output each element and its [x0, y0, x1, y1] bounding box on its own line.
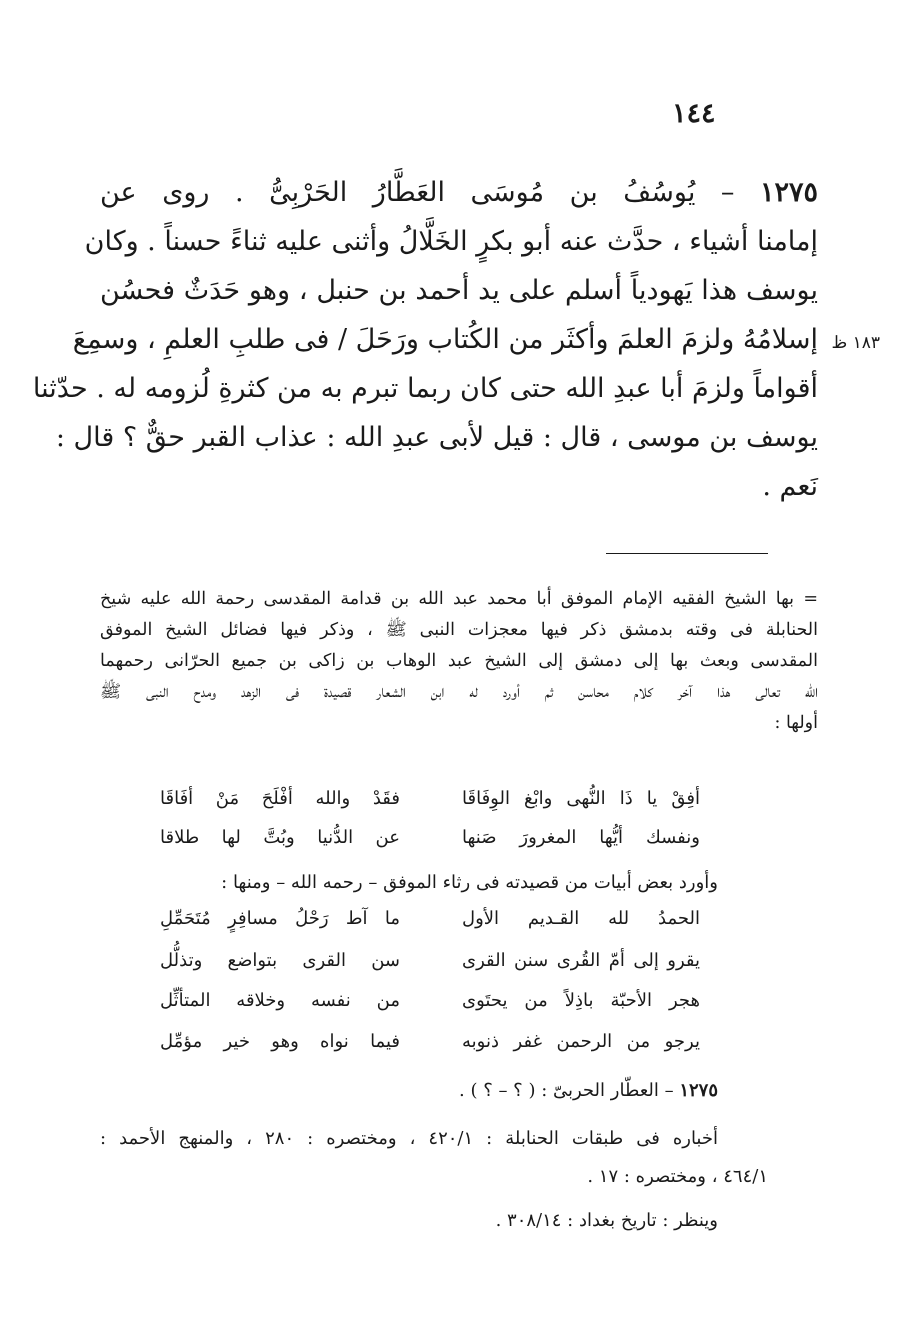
verse-2-second-hemistich: عن الدُّنيا وبُتَّ لها طلاقا	[160, 827, 400, 848]
verse-6	[160, 1031, 700, 1061]
manuscript-folio-note: ١٨٣ ظ	[831, 333, 880, 353]
footnote-line-5: أولها :	[774, 713, 818, 733]
entry-line-1	[100, 168, 818, 217]
verse-2-first-hemistich: ونفسك أيُّها المغرورَ صَنها	[462, 827, 700, 848]
entry-line-2: إمامنا أشياء ، حدَّث عنه أبو بكرٍ الخَلَّالُ وأثنى عليه ثناءً حسناً . وكان	[84, 226, 818, 257]
entry-line-6: يوسف بن موسى ، قال : قيل لأبى عبدِ الله : عذاب القبر حقٌّ ؟ قال :	[55, 422, 818, 453]
entry-line-5: أقواماً ولزمَ أبا عبدِ الله حتى كان ربما تبرم به من كثرةِ لُزومه له . حدّثنا	[32, 373, 818, 404]
verse-3-first-hemistich: الحمدُ لله القـديم الأول	[462, 908, 700, 929]
verse-1	[160, 788, 700, 818]
verse-4-second-hemistich: سن القرى بتواضع وتذلُّل	[160, 950, 400, 971]
sources-line-2: ٤٦٤/١ ، ومختصره : ١٧ .	[587, 1166, 768, 1187]
entry-line-4: إسلامُهُ ولزمَ العلمَ وأكثَر من الكُتاب ورَحَلَ / فى طلبِ العلمِ ، وسمِعَ	[72, 324, 818, 355]
footnote-separator	[606, 553, 768, 554]
footnote-line-4: الله تعالى هذا آخر كلام محاسن ثم أورد له ابن الشعار قصيدة فى الزهد ومدح النبى ﷺ	[100, 682, 818, 702]
verse-6-first-hemistich: يرجو من الرحمن غفر ذنوبه	[462, 1031, 700, 1052]
entry-reference	[310, 1080, 718, 1101]
footnote-line-3: المقدسى وبعث بها إلى دمشق إلى الشيخ عبد الوهاب بن زاكى بن جميع الحرّانى رحمهما	[100, 651, 818, 671]
verse-4	[160, 950, 700, 980]
verse-2	[160, 827, 700, 857]
verse-5	[160, 990, 700, 1020]
verse-3-second-hemistich: ما آط رَحْلُ مسافِرٍ مُتَحَمِّلِ	[160, 908, 400, 929]
verse-1-second-hemistich: فقَدْ والله أفْلَحَ مَنْ أفَاقَا	[160, 788, 400, 809]
footnote-line-2: الحنابلة فى وقته بدمشق ذكر فيها معجزات النبى ﷺ ، وذكر فيها فضائل الشيخ الموفق	[100, 620, 818, 640]
sources-line-1: أخباره فى طبقات الحنابلة : ٤٢٠/١ ، ومختصره : ٢٨٠ ، والمنهج الأحمد :	[100, 1128, 718, 1149]
entry-line-3: يوسف هذا يَهودياً أسلم على يد أحمد بن حنبل ، وهو حَدَثٌ فحسُن	[100, 275, 818, 306]
second-poem-intro: وأورد بعض أبيات من قصيدته فى رثاء الموفق – رحمه الله – ومنها :	[221, 872, 718, 893]
entry-reference-number: ١٢٧٥	[679, 1080, 718, 1101]
footnote-block	[100, 584, 818, 739]
verse-3	[160, 908, 700, 938]
entry-reference-text: – العطّار الحربىّ : ( ؟ – ؟ ) .	[459, 1080, 674, 1101]
page-number: ١٤٤	[672, 98, 716, 129]
verse-4-first-hemistich: يقرو إلى أمّ القُرى سنن القرى	[462, 950, 700, 971]
biography-entry	[32, 168, 818, 511]
footnote-line-1: = بها الشيخ الفقيه الإمام الموفق أبا محمد عبد الله بن قدامة المقدسى رحمة الله عليه شيخ	[100, 589, 818, 609]
verse-6-second-hemistich: فيما نواه وهو خير مؤمِّل	[160, 1031, 400, 1052]
verse-5-first-hemistich: هجر الأحبّة باذِلاً من يحتَوى	[462, 990, 700, 1011]
entry-line-7: نَعم .	[762, 471, 818, 502]
sources-line-3: وينظر : تاريخ بغداد : ٣٠٨/١٤ .	[495, 1210, 718, 1231]
verse-1-first-hemistich: أفِقْ يا ذَا النُّهى وابْغ الوِفَاقَا	[462, 788, 700, 809]
entry-number: ١٢٧٥	[759, 177, 818, 208]
entry-line-1-text: – يُوسُفُ بن مُوسَى العَطَّارُ الحَرْبِىُّ . روى عن	[100, 177, 735, 208]
verse-5-second-hemistich: من نفسه وخلاقه المتأثِّل	[160, 990, 400, 1011]
